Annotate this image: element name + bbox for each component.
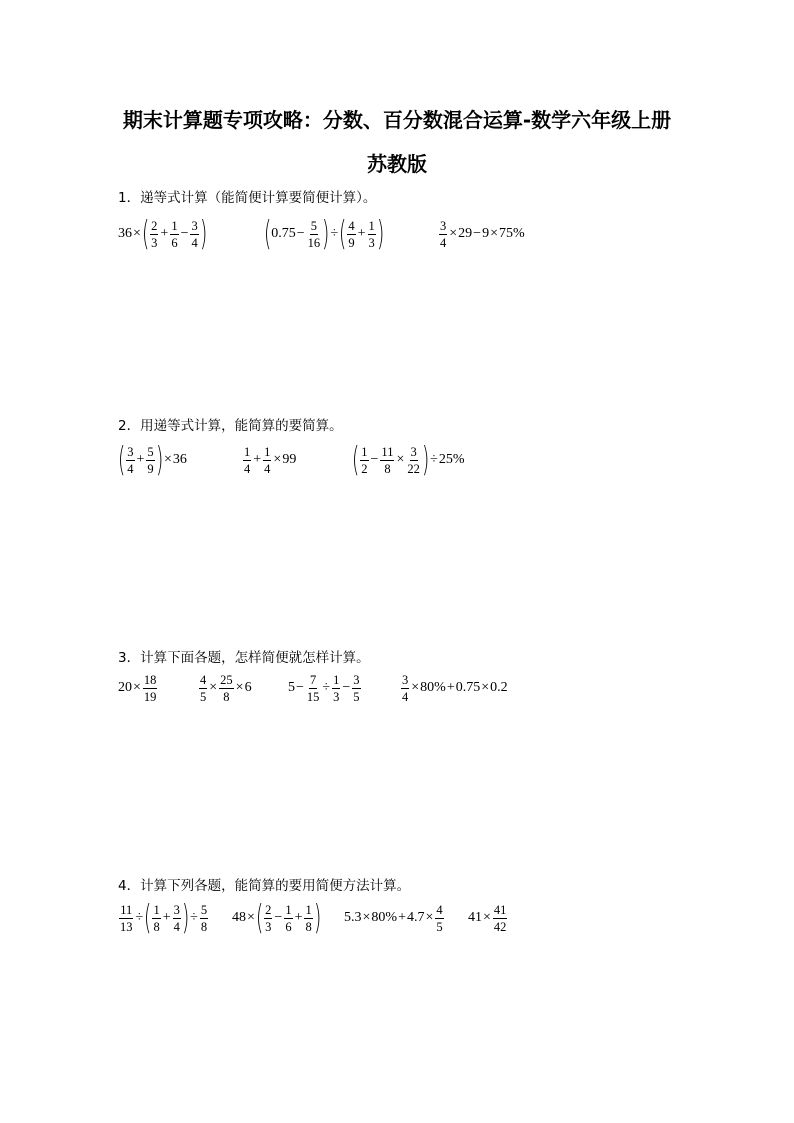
- denominator: 2: [361, 461, 368, 476]
- operator: ÷: [190, 910, 198, 925]
- denominator: 6: [171, 235, 178, 250]
- numerator: 5: [310, 218, 318, 233]
- expression-3-3: [288, 668, 362, 708]
- denominator: 19: [143, 689, 157, 704]
- numerator: 3: [410, 444, 417, 459]
- paren: (: [339, 214, 347, 254]
- fraction: [190, 219, 198, 250]
- operator: ×: [133, 680, 141, 695]
- operator: ×: [481, 680, 490, 695]
- operator: −: [296, 226, 305, 241]
- fraction: [368, 219, 376, 250]
- operator: ÷: [330, 226, 339, 241]
- numerator: 1: [244, 444, 251, 459]
- fraction: [352, 673, 360, 704]
- number: 5.3: [344, 910, 362, 925]
- fraction: [170, 219, 178, 250]
- denominator: 3: [368, 235, 375, 250]
- denominator: 8: [153, 919, 160, 934]
- denominator: 42: [493, 919, 507, 934]
- paren: (: [263, 214, 272, 254]
- numerator: 3: [440, 218, 447, 233]
- expression-4-1: [118, 898, 209, 938]
- number: 75%: [498, 226, 525, 241]
- denominator: 5: [200, 689, 207, 704]
- operator: ×: [425, 910, 434, 925]
- numerator: 1: [361, 444, 368, 459]
- denominator: 3: [151, 235, 158, 250]
- denominator: 9: [348, 235, 355, 250]
- denominator: 4: [440, 235, 447, 250]
- fraction: [126, 445, 134, 476]
- fraction: [284, 903, 292, 934]
- denominator: 5: [353, 689, 360, 704]
- question-4-label: 4．计算下列各题，能简算的要用简便方法计算。: [118, 878, 411, 894]
- number: 0.75: [271, 226, 296, 241]
- expression-3-1: [118, 668, 158, 708]
- fraction: [401, 673, 409, 704]
- numerator: 3: [173, 902, 180, 917]
- operator: ×: [163, 452, 172, 467]
- fraction: [332, 673, 340, 704]
- operator: ×: [273, 452, 282, 467]
- operator: ×: [235, 680, 244, 695]
- fraction: [243, 445, 251, 476]
- expression-4-3: [344, 898, 445, 938]
- denominator: 8: [305, 919, 312, 934]
- question-2-label: 2．用递等式计算，能简算的要简算。: [118, 418, 343, 434]
- fraction: [146, 445, 154, 476]
- fraction: [306, 673, 321, 704]
- operator: +: [357, 226, 366, 241]
- operator: +: [136, 452, 145, 467]
- operator: ×: [449, 226, 458, 241]
- paren: ): [421, 440, 430, 480]
- denominator: 4: [402, 689, 409, 704]
- question-3-label: 3．计算下面各题，怎样简便就怎样计算。: [118, 650, 370, 666]
- operator: ÷: [135, 910, 144, 925]
- operator: +: [398, 910, 406, 925]
- number: 36: [118, 226, 132, 241]
- numerator: 41: [493, 902, 507, 917]
- numerator: 5: [200, 902, 208, 917]
- operator: −: [274, 910, 283, 925]
- denominator: 8: [223, 689, 230, 704]
- operator: +: [446, 680, 455, 695]
- numerator: 3: [191, 218, 198, 233]
- operator: −: [473, 226, 482, 241]
- operator: ×: [247, 910, 255, 925]
- operator: ÷: [322, 680, 331, 695]
- paren: (: [117, 440, 126, 480]
- page-title: 期末计算题专项攻略：分数、百分数混合运算-数学六年级上册: [122, 108, 672, 132]
- expression-1-3: [438, 214, 525, 254]
- expression-2-2: [242, 440, 296, 480]
- fraction: [173, 903, 181, 934]
- number: 80%: [371, 910, 398, 925]
- expression-4-4: [468, 898, 508, 938]
- denominator: 8: [384, 461, 391, 476]
- paren: ): [313, 898, 322, 938]
- number: 9: [482, 226, 490, 241]
- denominator: 13: [120, 919, 133, 934]
- number: 0.75: [455, 680, 481, 695]
- operator: ×: [362, 910, 371, 925]
- denominator: 3: [265, 919, 272, 934]
- fraction: [199, 673, 207, 704]
- numerator: 11: [381, 444, 394, 459]
- number: 29: [458, 226, 473, 241]
- paren: (: [351, 440, 360, 480]
- paren: ): [155, 440, 163, 480]
- expression-4-2: [232, 898, 321, 938]
- denominator: 4: [127, 461, 134, 476]
- number: 48: [232, 910, 246, 925]
- numerator: 1: [285, 902, 292, 917]
- expression-3-4: [400, 668, 508, 708]
- numerator: 7: [310, 672, 317, 687]
- paren: ): [199, 214, 208, 254]
- paren: (: [255, 898, 264, 938]
- paren: (: [144, 898, 152, 938]
- operator: −: [342, 680, 351, 695]
- numerator: 4: [348, 218, 355, 233]
- numerator: 2: [265, 902, 272, 917]
- operator: +: [162, 910, 171, 925]
- numerator: 1: [264, 444, 271, 459]
- numerator: 1: [333, 672, 340, 687]
- numerator: 1: [305, 902, 312, 917]
- denominator: 4: [264, 461, 271, 476]
- numerator: 5: [147, 444, 154, 459]
- denominator: 15: [306, 689, 320, 704]
- operator: ÷: [430, 452, 438, 467]
- numerator: 18: [143, 672, 157, 687]
- number: 36: [172, 452, 187, 467]
- denominator: 16: [307, 235, 321, 250]
- numerator: 1: [153, 902, 160, 917]
- fraction: [493, 903, 508, 934]
- operator: −: [296, 680, 304, 695]
- numerator: 4: [436, 902, 443, 917]
- number: 20: [118, 680, 132, 695]
- number: 5: [288, 680, 295, 695]
- fraction: [263, 445, 271, 476]
- expression-1-2: [264, 214, 384, 254]
- denominator: 4: [191, 235, 198, 250]
- fraction: [347, 219, 355, 250]
- fraction: [304, 903, 312, 934]
- denominator: 6: [285, 919, 292, 934]
- denominator: 5: [436, 919, 443, 934]
- number: 6: [244, 680, 252, 695]
- expression-3-2: [198, 668, 252, 708]
- fraction: [119, 903, 134, 934]
- number: 0.2: [490, 680, 508, 695]
- numerator: 25: [220, 672, 233, 687]
- page-subtitle: 苏教版: [367, 152, 427, 176]
- denominator: 9: [147, 461, 154, 476]
- denominator: 4: [173, 919, 180, 934]
- fraction: [360, 445, 368, 476]
- numerator: 4: [200, 672, 207, 687]
- operator: ×: [483, 910, 491, 925]
- paren: ): [181, 898, 190, 938]
- numerator: 2: [151, 218, 158, 233]
- paren: ): [322, 214, 330, 254]
- operator: ×: [133, 226, 141, 241]
- operator: ×: [490, 226, 498, 241]
- number: 4.7: [406, 910, 425, 925]
- denominator: 4: [244, 461, 251, 476]
- denominator: 22: [407, 461, 420, 476]
- fraction: [435, 903, 443, 934]
- numerator: 3: [127, 444, 134, 459]
- fraction: [264, 903, 272, 934]
- operator: ×: [209, 680, 218, 695]
- operator: ×: [396, 452, 405, 467]
- operator: ×: [411, 680, 420, 695]
- expression-2-3: [352, 440, 465, 480]
- fraction: [406, 445, 421, 476]
- fraction: [150, 219, 158, 250]
- fraction: [307, 219, 322, 250]
- operator: −: [370, 452, 379, 467]
- numerator: 11: [120, 902, 133, 917]
- fraction: [439, 219, 447, 250]
- numerator: 3: [402, 672, 409, 687]
- fraction: [380, 445, 394, 476]
- numerator: 1: [368, 218, 375, 233]
- operator: +: [253, 452, 262, 467]
- numerator: 1: [171, 218, 178, 233]
- number: 80%: [420, 680, 446, 695]
- fraction: [200, 903, 208, 934]
- fraction: [219, 673, 234, 704]
- fraction: [143, 673, 158, 704]
- operator: −: [180, 226, 189, 241]
- paren: ): [376, 214, 385, 254]
- denominator: 8: [200, 919, 208, 934]
- expression-2-1: [118, 440, 187, 480]
- number: 41: [468, 910, 482, 925]
- paren: (: [141, 214, 150, 254]
- expression-1-1: [118, 214, 207, 254]
- question-1-label: 1．递等式计算（能简便计算要简便计算）。: [118, 190, 377, 206]
- number: 25%: [438, 452, 465, 467]
- number: 99: [282, 452, 297, 467]
- operator: +: [294, 910, 303, 925]
- operator: +: [160, 226, 169, 241]
- fraction: [152, 903, 160, 934]
- denominator: 3: [333, 689, 340, 704]
- numerator: 3: [353, 672, 360, 687]
